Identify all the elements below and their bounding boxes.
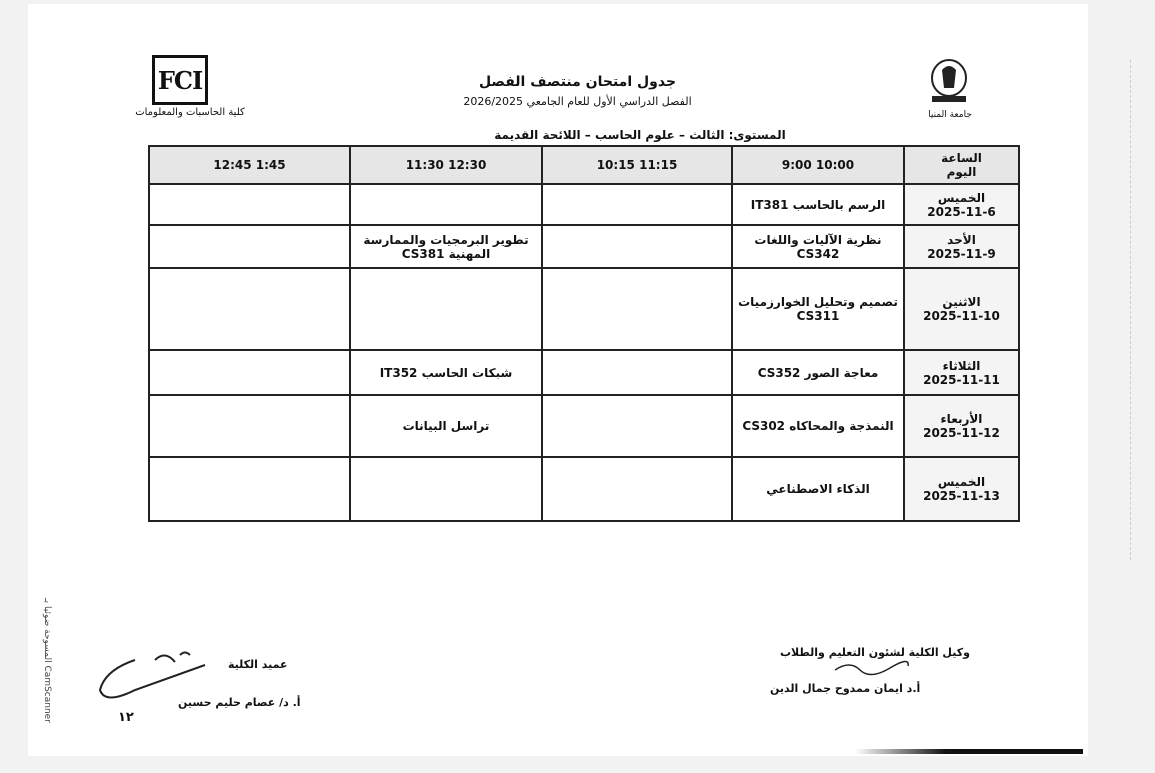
time-slot-header: 12:30 11:30 — [350, 146, 542, 184]
table-row — [149, 395, 1019, 457]
exam-cell — [350, 457, 542, 521]
exam-cell: الذكاء الاصطناعي — [732, 457, 904, 521]
dean-note: ١٢ — [118, 710, 134, 725]
vice-dean-name: أ.د ايمان ممدوح جمال الدين — [770, 682, 921, 695]
day-name: الخميس — [937, 475, 986, 489]
day-cell — [904, 268, 1019, 350]
day-name: الخميس — [937, 190, 986, 205]
exam-cell — [350, 268, 542, 350]
university-name: جامعة المنيا — [928, 110, 972, 120]
day-cell — [904, 350, 1019, 395]
day-name: الاثنين — [942, 295, 981, 309]
time-slot-header: 1:45 12:45 — [149, 146, 350, 184]
vice-dean-signature — [830, 658, 910, 678]
exam-cell — [149, 268, 350, 350]
exam-cell: الرسم بالحاسب IT381 — [732, 184, 904, 225]
exam-cell — [149, 350, 350, 395]
day-name: الأربعاء — [940, 412, 983, 426]
exam-cell: معاجة الصور CS352 — [732, 350, 904, 395]
scan-edge-bar — [855, 749, 1083, 754]
exam-cell: نظرية الآليات واللغات CS342 — [732, 225, 904, 268]
faculty-name: كلية الحاسبات والمعلومات — [135, 107, 245, 118]
exam-cell — [149, 395, 350, 457]
day-date: 2025-11-12 — [923, 426, 1000, 440]
hour-label: الساعة — [941, 151, 982, 165]
day-name: الثلاثاء — [942, 358, 981, 373]
exam-cell — [542, 457, 732, 521]
time-slot-header: 10:00 9:00 — [732, 146, 904, 184]
dean-name: أ. د/ عصام حليم حسين — [178, 696, 301, 709]
exam-cell — [542, 225, 732, 268]
exam-cell — [542, 268, 732, 350]
corner-header — [904, 146, 1019, 184]
day-date: 2025-11-10 — [923, 309, 1000, 323]
exam-cell — [350, 184, 542, 225]
day-name: الأحد — [947, 232, 976, 247]
vice-dean-title: وكيل الكلية لشئون التعليم والطلاب — [780, 646, 970, 659]
exam-cell: النمذجة والمحاكاه CS302 — [732, 395, 904, 457]
dean-title: عميد الكلية — [228, 658, 288, 671]
exam-cell — [542, 350, 732, 395]
day-date: 2025-11-13 — [923, 489, 1000, 503]
day-date: 2025-11-6 — [927, 204, 996, 219]
page-edge-divider — [1130, 60, 1132, 560]
day-label: اليوم — [946, 165, 977, 179]
exam-schedule-table — [148, 145, 1020, 522]
day-date: 2025-11-11 — [923, 372, 1000, 387]
day-cell — [904, 457, 1019, 521]
day-date: 2025-11-9 — [927, 246, 996, 261]
day-cell — [904, 395, 1019, 457]
exam-cell: تطوير البرمجيات والممارسة المهنية CS381 — [350, 225, 542, 268]
exam-cell — [542, 184, 732, 225]
exam-cell — [149, 225, 350, 268]
exam-cell: تصميم وتحليل الخوارزميات CS311 — [732, 268, 904, 350]
exam-cell: شبكات الحاسب IT352 — [350, 350, 542, 395]
day-cell — [904, 225, 1019, 268]
table-row — [149, 184, 1019, 225]
exam-cell — [149, 184, 350, 225]
exam-cell — [149, 457, 350, 521]
day-cell — [904, 184, 1019, 225]
exam-cell: تراسل البيانات — [350, 395, 542, 457]
level-heading: المستوى: الثالث – علوم الحاسب – اللائحة القديمة — [494, 128, 786, 142]
time-slot-header: 11:15 10:15 — [542, 146, 732, 184]
table-row — [149, 350, 1019, 395]
semester-subtitle: الفصل الدراسي الأول للعام الجامعي 2026/2025 — [463, 95, 692, 108]
table-row — [149, 268, 1019, 350]
table-header-row — [149, 146, 1019, 184]
page-title: جدول امتحان منتصف الفصل — [478, 74, 677, 90]
camscanner-watermark: المسوحة ضوئيا بـ CamScanner — [42, 598, 52, 723]
table-row — [149, 457, 1019, 521]
exam-cell — [542, 395, 732, 457]
table-row — [149, 225, 1019, 268]
faculty-logo: FCI — [152, 55, 208, 105]
